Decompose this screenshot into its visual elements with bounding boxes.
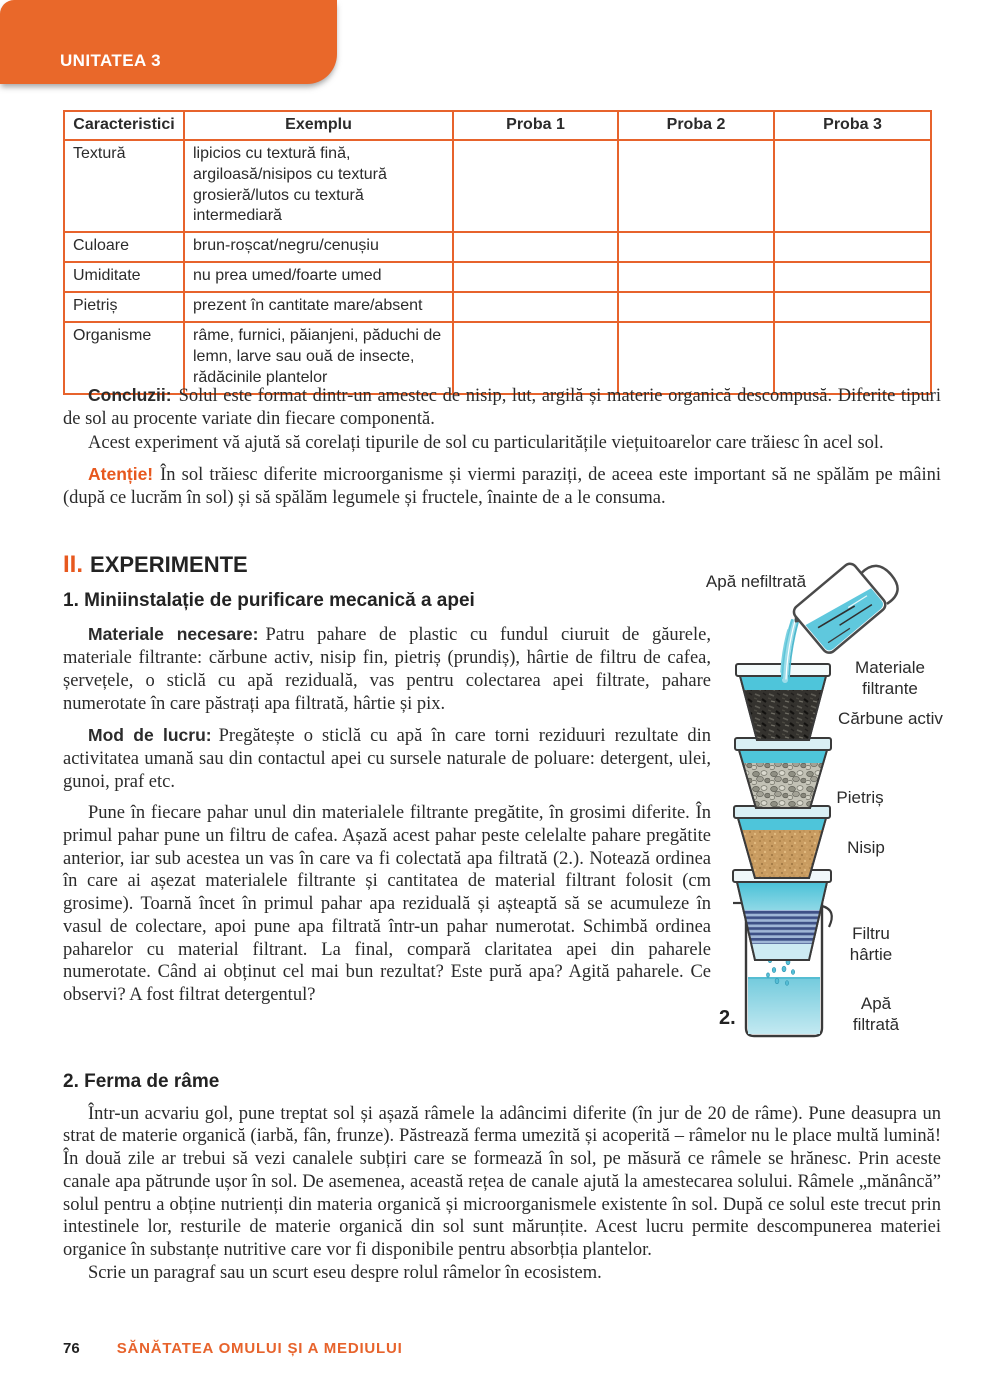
table-row	[64, 292, 931, 322]
figure-number: 2.	[719, 1007, 736, 1029]
unit-tab-label: UNITATEA 3	[60, 51, 161, 70]
feature-cell: Textură	[64, 140, 184, 232]
example-cell: râme, furnici, păianjeni, păduchi de lemn, larve sau ouă de insecte, rădăcinile plantelor	[184, 322, 453, 393]
label-filtered-water: Apă filtrată	[852, 994, 900, 1034]
example-cell: brun-roșcat/negru/cenușiu	[184, 232, 453, 262]
table-row	[64, 232, 931, 262]
page-number: 76	[63, 1340, 80, 1357]
table-row	[64, 140, 931, 232]
label-unfiltered-water: Apă nefiltrată	[705, 572, 807, 591]
proba-cell-empty	[618, 292, 774, 322]
proba-cell-empty	[774, 232, 931, 262]
proba-cell-empty	[618, 322, 774, 393]
experiment-note-paragraph: Acest experiment vă ajută să corelați tipurile de sol cu particularitățile viețuitoarelor care trăiesc în acel sol.	[88, 433, 884, 454]
proba-cell-empty	[453, 140, 618, 232]
conclusions-block	[63, 384, 941, 510]
materials-paragraph: Materiale necesare: Patru pahare de plastic cu fundul ciuruit de găurele, materiale filtrante: cărbune activ, nisip fin, pietriș (prundiș), hârtie de filtru de cafea, șervețele, o sticlă cu apă reziduală, vas pentru colectarea apei filtrate, pahare numerotate în care păstrați apa filtrată, hârtie și pix.	[63, 624, 711, 714]
example-cell: lipicios cu textură fină, argiloasă/nisipos cu textură grosieră/lutos cu textură intermediară	[184, 140, 453, 232]
proba-cell-empty	[453, 322, 618, 393]
materials-lead: Materiale necesare:	[88, 624, 259, 645]
attention-paragraph	[63, 463, 941, 509]
method-lead: Mod de lucru:	[88, 725, 212, 746]
sand-cup-graphic	[734, 806, 830, 878]
procedure-paragraph: Pune în fiecare pahar unul din materialele filtrante pregătite, în grosimi diferite. În primul pahar pune un filtru de cafea. Așază acest pahar peste celelalte pahare pregătite anterior, iar sub acestea un vas în care va fi colectată apa filtrată (2.). Notează ordinea în care ai așezat materialele filtrante și cantitatea de material filtrant folosit (cm grosime). Toarnă încet în primul pahar apa reziduală și așteaptă să se acumuleze în vasul de colectare, apoi pune apa filtrată într-un pahar numerotat. Schimbă ordinea paharelor cu material filtrant. La final, compară claritatea apei din paharele numerotate. Când ai obținut cel mai bun rezultat? Este pură apa? Agită paharele. Ce observi? A fost filtrat detergentul?	[63, 803, 711, 1005]
label-paper-filter: Filtru hârtie	[849, 924, 893, 964]
conclusions-paragraph	[63, 384, 941, 430]
feature-cell: Pietriș	[64, 292, 184, 322]
table-row	[64, 322, 931, 393]
worm-farm-task: Scrie un paragraf sau un scurt eseu despre rolul râmelor în ecosistem.	[88, 1262, 602, 1283]
experiments-section	[63, 551, 711, 1016]
section-heading	[63, 551, 711, 578]
soil-characteristics-table	[63, 110, 932, 395]
col-header-proba3: Proba 3	[774, 111, 931, 140]
proba-cell-empty	[618, 262, 774, 292]
proba-cell-empty	[453, 232, 618, 262]
example-cell: prezent în cantitate mare/absent	[184, 292, 453, 322]
proba-cell-empty	[774, 322, 931, 393]
col-header-proba1: Proba 1	[453, 111, 618, 140]
section-title: EXPERIMENTE	[90, 552, 248, 577]
section-number: II.	[63, 551, 84, 578]
experiment2-title: 2. Ferma de râme	[63, 1071, 220, 1092]
proba-cell-empty	[774, 140, 931, 232]
label-sand: Nisip	[847, 838, 885, 857]
proba-cell-empty	[618, 140, 774, 232]
filtration-setup-illustration	[698, 560, 960, 1060]
example-cell: nu prea umed/foarte umed	[184, 262, 453, 292]
feature-cell: Umiditate	[64, 262, 184, 292]
method-paragraph: Mod de lucru: Pregătește o sticlă cu apă în care torni reziduuri rezultate din activitatea umană sau din contactul apei cu sursele naturale de poluare: detergent, ulei, gunoi, praf etc.	[63, 725, 711, 792]
label-active-charcoal: Cărbune activ	[838, 709, 943, 728]
experiment1-title: 1. Miniinstalație de purificare mecanică a apei	[63, 589, 475, 611]
feature-cell: Culoare	[64, 232, 184, 262]
col-header-caracteristici: Caracteristici	[64, 111, 184, 140]
col-header-exemplu: Exemplu	[184, 111, 453, 140]
feature-cell: Organisme	[64, 322, 184, 393]
table-header-row	[64, 111, 931, 140]
conclusions-lead: Concluzii:	[88, 385, 172, 405]
worm-farm-paragraph: Într-un acvariu gol, pune treptat sol și așază râmele la adâncimi diferite (în jur de 20 de râme). Pune deasupra un strat de materie organică (iarbă, fân, frunze). Păstrează ferma umezită și acoperită – râmelor nu le place multă lumină! În două zile ar trebui să vezi canalele subțiri care se formează în sol, pe măsură ce râmele se hrănesc. Prin aceste canale apa pătrunde ușor în sol. De asemenea, această rețea de canale ajută la amestecarea solului. Râmele „mănâncă” solul pentru a obține nutrienți din materia organică și microorganismele existente în sol. După ce solul este trecut prin intestinele lor, resturile de materie organică din sol sunt mărunțite. Acest lucru permite descompunerea materiei organice în substanțe nutritive care vor fi disponibile pentru absorbția plantelor.	[63, 1103, 941, 1260]
water-filtration-figure	[698, 560, 960, 1060]
proba-cell-empty	[618, 232, 774, 262]
proba-cell-empty	[774, 292, 931, 322]
page-footer	[63, 1340, 403, 1358]
attention-text: În sol trăiesc diferite microorganisme și viermi paraziți, de aceea este important să ne spălăm pe mâini (după ce lucrăm în sol) și să spălăm legumele și fructele, înainte de a le consuma.	[63, 465, 941, 508]
proba-cell-empty	[453, 292, 618, 322]
attention-lead: Atenție!	[88, 464, 154, 485]
proba-cell-empty	[774, 262, 931, 292]
worm-farm-section	[63, 1071, 941, 1284]
col-header-proba2: Proba 2	[618, 111, 774, 140]
label-gravel: Pietriș	[836, 788, 884, 807]
label-filter-materials: Materiale filtrante	[855, 658, 925, 698]
conclusions-text: Solul este format dintr-un amestec de nisip, lut, argilă și materie organică descompusă. Diferite tipuri de sol au procente variate din fiecare componentă.	[63, 386, 941, 429]
proba-cell-empty	[453, 262, 618, 292]
chapter-title: SĂNĂTATEA OMULUI ȘI A MEDIULUI	[116, 1340, 403, 1357]
unit-tab	[0, 0, 337, 84]
table-row	[64, 262, 931, 292]
gravel-cup-graphic	[735, 738, 831, 808]
